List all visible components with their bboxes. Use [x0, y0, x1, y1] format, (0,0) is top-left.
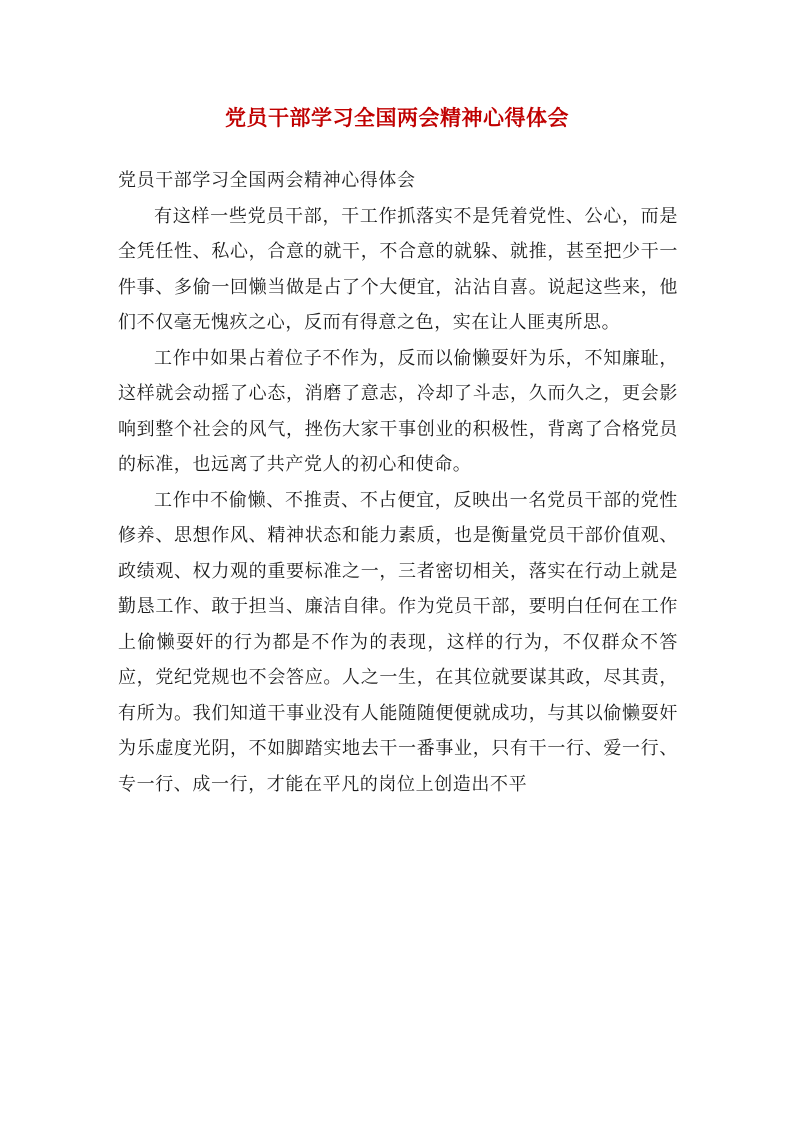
paragraph: 有这样一些党员干部，干工作抓落实不是凭着党性、公心，而是全凭任性、私心，合意的就干，不合意的就躲、就推，甚至把少干一件事、多偷一回懒当做是占了个大便宜，沾沾自喜。说起这些来，他们不仅毫无愧疚之心，反而有得意之色，实在让人匪夷所思。 [118, 205, 678, 333]
paragraph: 工作中不偷懒、不推责、不占便宜，反映出一名党员干部的党性修养、思想作风、精神状态和能力素质，也是衡量党员干部价值观、政绩观、权力观的重要标准之一，三者密切相关，落实在行动上就是勤恳工作、敢于担当、廉洁自律。作为党员干部，要明白任何在工作上偷懒耍奸的行为都是不作为的表现，这样的行为，不仅群众不答应，党纪党规也不会答应。人之一生，在其位就要谋其政，尽其责，有所为。我们知道干事业没有人能随随便便就成功，与其以偷懒耍奸为乐虚度光阴，不如脚踏实地去干一番事业，只有干一行、爱一行、专一行、成一行，才能在平凡的岗位上创造出不平 [118, 489, 678, 795]
document-body [118, 163, 678, 802]
paragraph: 工作中如果占着位子不作为，反而以偷懒耍奸为乐，不知廉耻，这样就会动摇了心态，消磨了意志，冷却了斗志，久而久之，更会影响到整个社会的风气，挫伤大家干事创业的积极性，背离了合格党员的标准，也远离了共产党人的初心和使命。 [118, 347, 678, 475]
document-subtitle: 党员干部学习全国两会精神心得体会 [118, 170, 416, 191]
document-title: 党员干部学习全国两会精神心得体会 [225, 105, 569, 130]
